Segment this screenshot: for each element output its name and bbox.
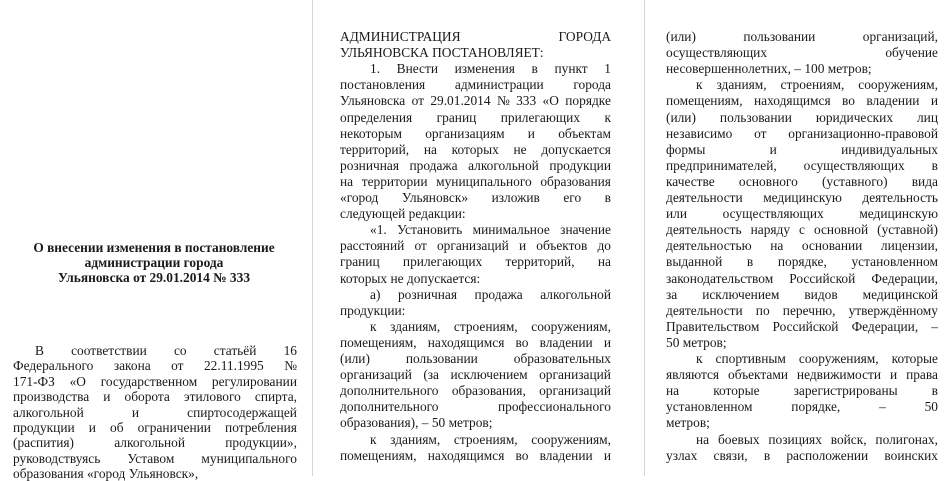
mid-text-line: организаций (за исключением организаций [340, 367, 611, 383]
mid-text-line: а) розничная продажа алкогольной [370, 286, 611, 302]
mid-text-line: розничная продажа алкогольной продукции [340, 157, 611, 173]
mid-text-line: «1. Установить минимальное значение [370, 222, 611, 238]
right-text-line: осуществляющих обучение [666, 45, 938, 61]
mid-text-line: постановления администрации города [340, 77, 611, 93]
mid-text-line: АДМИНИСТРАЦИЯ ГОРОДА [340, 29, 611, 44]
right-text-line: помещениям, находящимся во владении и [666, 93, 938, 109]
right-text-line: качестве основного (уставного) вида [666, 173, 938, 189]
mid-text-line: которых не допускается: [340, 270, 481, 286]
right-text-line: за исключением видов медицинской [666, 286, 938, 302]
left-text-line: (распития) алкогольной продукции», [13, 435, 297, 451]
mid-text-line: следующей редакции: [340, 206, 466, 222]
mid-text-line: территорий, на которых не допускается [340, 141, 611, 157]
right-text-line: (или) пользовании организаций, [666, 29, 938, 44]
right-text-line: законодательством Российской Федерации, [666, 270, 938, 286]
title-line: Ульяновска от 29.01.2014 № 333 [57, 270, 251, 285]
right-text-line: несовершеннолетних, – 100 метров; [666, 61, 872, 77]
right-text-line: метров; [666, 415, 710, 431]
left-text-line: производства и оборота этилового спирта, [13, 389, 297, 405]
title-line: О внесении изменения в постановление [33, 240, 275, 255]
right-text-line: к спортивным сооружениям, которые [696, 351, 938, 366]
mid-text-line: 1. Внести изменения в пункт 1 [370, 61, 611, 77]
mid-text-line: определения границ прилегающих к [340, 109, 611, 125]
mid-text-line: дополнительного образования, организаций [340, 383, 611, 399]
right-text-line: деятельности по перечню, утверждённому [666, 302, 938, 318]
mid-text-line: границ прилегающих территорий, на [340, 254, 611, 270]
right-text-line: деятельность наряду с основной (уставной) [666, 222, 938, 238]
mid-text-line: образования), – 50 метров; [340, 415, 493, 431]
mid-text-line: на территории муниципального образования [340, 173, 611, 189]
right-text-line: или осуществляющих медицинскую [666, 206, 938, 222]
mid-text-line: дополнительного профессионального [340, 399, 611, 415]
right-text-line: 50 метров; [666, 334, 727, 350]
mid-text-line: Ульяновска от 29.01.2014 № 333 «О порядке [340, 93, 611, 109]
left-text-line: Федерального закона от 22.11.1995 № [13, 358, 297, 374]
left-text-line: руководствуясь Уставом муниципального [13, 450, 297, 466]
mid-text-line: продукции: [340, 302, 406, 318]
mid-text-line: некоторым организациям и объектам [340, 125, 611, 141]
right-text-line: к зданиям, строениям, сооружениям, [696, 77, 938, 93]
left-text-line: алкогольной и спиртосодержащей [13, 404, 297, 420]
right-text-line: (или) пользовании юридических лиц [666, 109, 938, 125]
mid-text-line: (или) пользовании образовательных [340, 351, 611, 366]
right-text-line: независимо от организационно-правовой [666, 125, 938, 141]
right-text-line: на боевых позициях войск, полигонах, [696, 431, 938, 447]
left-text-line: В соответствии со статьёй 16 [35, 343, 297, 358]
right-text-line: выданной в порядке, установленном [666, 254, 938, 270]
left-text-line: 171-ФЗ «О государственном регулировании [13, 373, 297, 389]
right-text-line: деятельностью на основании лицензии, [666, 238, 938, 254]
mid-text-line: УЛЬЯНОВСКА ПОСТАНОВЛЯЕТ: [340, 45, 544, 61]
right-text-line: деятельности медицинскую деятельность [666, 190, 938, 205]
left-text-line: образования «город Ульяновск», [13, 466, 199, 481]
mid-text-line: помещениям, находящимся во владении и [340, 447, 611, 463]
page-divider-right [644, 0, 645, 476]
mid-text-line: к зданиям, строениям, сооружениям, [370, 318, 611, 334]
page-divider-left [312, 0, 313, 476]
right-text-line: формы и индивидуальных [666, 141, 938, 157]
right-text-line: Правительством Российской Федерации, – [666, 318, 938, 334]
left-text-line: продукции и об ограничении потребления [13, 420, 297, 435]
right-text-line: установленном порядке, – 50 [666, 399, 938, 415]
mid-text-line: к зданиям, строениям, сооружениям, [370, 431, 611, 447]
right-text-line: узлах связи, в расположении воинских [666, 447, 938, 463]
mid-text-line: помещениям, находящимся во владении и [340, 334, 611, 350]
mid-text-line: расстояний от организаций и объектов до [340, 238, 611, 254]
right-text-line: являются объектами недвижимости и права [666, 367, 938, 383]
right-text-line: предпринимателей, осуществляющих в [666, 157, 938, 173]
title-line: администрации города [84, 255, 224, 270]
right-text-line: на которые зарегистрированы в [666, 383, 938, 399]
mid-text-line: «город Ульяновск» изложив его в [340, 190, 611, 205]
